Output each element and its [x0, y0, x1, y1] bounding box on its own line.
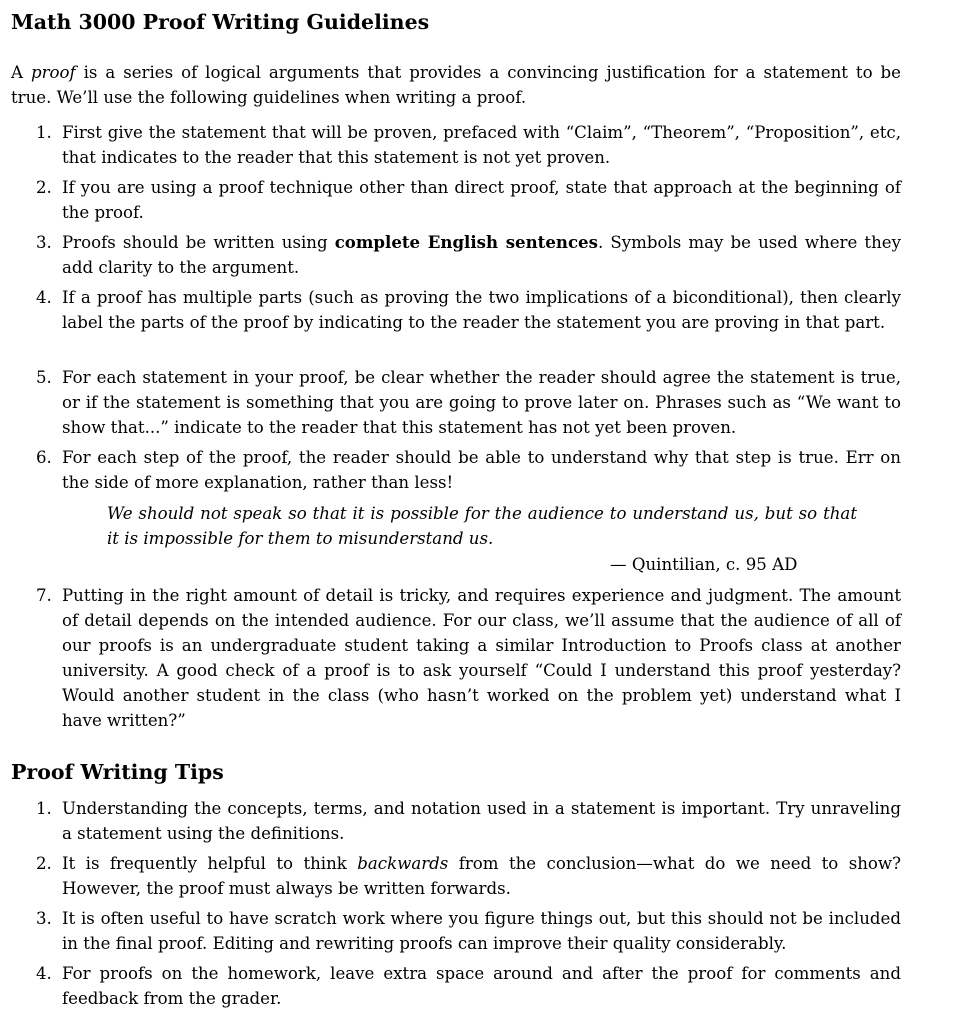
- guideline-text-before: Proofs should be written using: [62, 233, 335, 252]
- tip-number: 2.: [36, 854, 52, 873]
- intro-paragraph: [11, 60, 901, 110]
- guideline-text: For each step of the proof, the reader should be able to understand why that step is true. Err on the side of more explanation, rather than less!: [62, 448, 901, 492]
- tip-text: For proofs on the homework, leave extra space around and after the proof for comments and feedback from the grader.: [62, 964, 901, 1008]
- intro-term-proof: proof: [30, 63, 76, 82]
- guideline-text: [62, 230, 901, 280]
- tip-number: 3.: [36, 909, 52, 928]
- tip-text: Understanding the concepts, terms, and notation used in a statement is important. Try unraveling a statement using the definitions.: [62, 799, 901, 843]
- guideline-text-after: . Symbols may be used where they add clarity to the argument.: [62, 233, 901, 277]
- guideline-text: If you are using a proof technique other than direct proof, state that approach at the beginning of the proof.: [62, 178, 901, 222]
- quote-text: We should not speak so that it is possible for the audience to understand us, but so that it is impossible for them to misunderstand us.: [107, 504, 857, 548]
- guideline-number: 7.: [36, 586, 52, 605]
- tip-text: [62, 851, 901, 901]
- tip-text: It is often useful to have scratch work where you figure things out, but this should not be included in the final proof. Editing and rewriting proofs can improve their quality considerably.: [62, 909, 901, 953]
- guideline-text: First give the statement that will be proven, prefaced with “Claim”, “Theorem”, “Proposition”, etc, that indicates to the reader that this statement is not yet proven.: [62, 123, 901, 167]
- quote-attribution: — Quintilian, c. 95 AD: [610, 555, 798, 574]
- tip-text-before: It is frequently helpful to think: [62, 854, 358, 873]
- intro-suffix: is a series of logical arguments that provides a convincing justification for a statement to be true. We’ll use the following guidelines when writing a proof.: [11, 63, 901, 107]
- intro-prefix: A: [11, 63, 31, 82]
- guideline-text: Putting in the right amount of detail is tricky, and requires experience and judgment. The amount of detail depends on the intended audience. For our class, we’ll assume that the audience of all of our proofs is an undergraduate student taking a similar Introduction to Proofs class at another university. A good check of a proof is to ask yourself “Could I understand this proof yesterday? Would another student in the class (who hasn’t worked on the problem yet) understand what I have written?”: [62, 586, 901, 730]
- tip-number: 4.: [36, 964, 52, 983]
- guideline-number: 4.: [36, 288, 52, 307]
- guideline-number: 5.: [36, 368, 52, 387]
- guideline-number: 6.: [36, 448, 52, 467]
- guideline-number: 1.: [36, 123, 52, 142]
- guideline-number: 3.: [36, 233, 52, 252]
- section-title-tips: Proof Writing Tips: [11, 760, 224, 784]
- guideline-text: For each statement in your proof, be clear whether the reader should agree the statement is true, or if the statement is something that you are going to prove later on. Phrases such as “We want to show that...” indicate to the reader that this statement has not yet been proven.: [62, 368, 901, 437]
- tip-number: 1.: [36, 799, 52, 818]
- tip-text-italic: backwards: [357, 854, 449, 873]
- guideline-number: 2.: [36, 178, 52, 197]
- page-title: Math 3000 Proof Writing Guidelines: [11, 10, 430, 34]
- tip-text-after: from the conclusion—what do we need to show? However, the proof must always be written forwards.: [62, 854, 902, 898]
- guideline-text-bold: complete English sentences: [334, 232, 598, 252]
- guideline-text: If a proof has multiple parts (such as proving the two implications of a biconditional), then clearly label the parts of the proof by indicating to the reader the statement you are proving in that part.: [62, 288, 901, 332]
